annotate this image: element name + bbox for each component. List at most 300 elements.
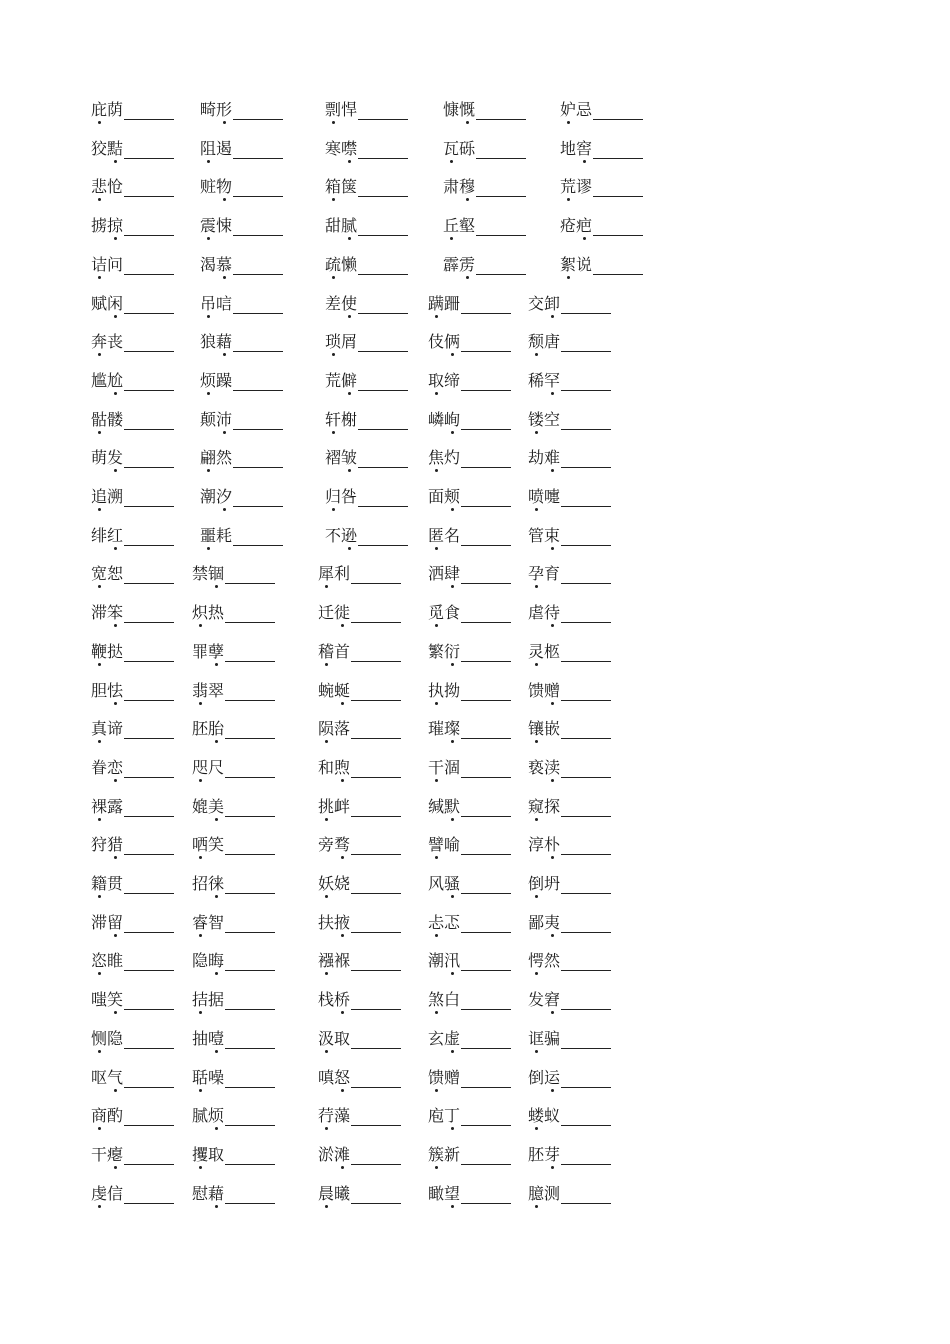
vocab-word: 发窘 bbox=[528, 990, 561, 1009]
answer-blank[interactable] bbox=[124, 954, 174, 971]
emphasis-dot bbox=[535, 972, 538, 975]
answer-blank[interactable] bbox=[124, 684, 174, 701]
vocab-item bbox=[428, 719, 511, 739]
vocab-word: 胚芽 bbox=[528, 1145, 561, 1164]
answer-blank[interactable] bbox=[561, 722, 611, 739]
vocab-word: 交卸 bbox=[528, 294, 561, 313]
vocab-item bbox=[325, 410, 408, 430]
answer-blank[interactable] bbox=[225, 954, 275, 971]
answer-blank[interactable] bbox=[358, 413, 408, 430]
vocab-item bbox=[200, 371, 283, 391]
answer-blank[interactable] bbox=[351, 916, 401, 933]
vocab-item bbox=[528, 797, 611, 817]
answer-blank[interactable] bbox=[561, 916, 611, 933]
answer-blank[interactable] bbox=[233, 335, 283, 352]
emphasis-dot bbox=[215, 1050, 218, 1053]
answer-blank[interactable] bbox=[561, 954, 611, 971]
vocab-item bbox=[528, 990, 611, 1010]
answer-blank[interactable] bbox=[561, 645, 611, 662]
answer-blank[interactable] bbox=[476, 180, 526, 197]
vocab-word: 倒运 bbox=[528, 1068, 561, 1087]
emphasis-dot bbox=[551, 702, 554, 705]
answer-blank[interactable] bbox=[124, 722, 174, 739]
emphasis-dot bbox=[451, 1205, 454, 1208]
answer-blank[interactable] bbox=[351, 722, 401, 739]
vocab-word: 嗤笑 bbox=[91, 990, 124, 1009]
emphasis-dot bbox=[348, 315, 351, 318]
answer-blank[interactable] bbox=[476, 103, 526, 120]
answer-blank[interactable] bbox=[358, 374, 408, 391]
vocab-item bbox=[560, 177, 643, 197]
emphasis-dot bbox=[223, 353, 226, 356]
emphasis-dot bbox=[223, 276, 226, 279]
emphasis-dot bbox=[223, 121, 226, 124]
emphasis-dot bbox=[98, 353, 101, 356]
vocab-item bbox=[91, 797, 174, 817]
vocab-item bbox=[528, 874, 611, 894]
vocab-word: 洒肆 bbox=[428, 564, 461, 583]
vocab-word: 瞰望 bbox=[428, 1184, 461, 1203]
answer-blank[interactable] bbox=[461, 954, 511, 971]
vocab-word: 鄙夷 bbox=[528, 913, 561, 932]
vocab-word: 腻烦 bbox=[192, 1106, 225, 1125]
vocab-word: 干瘪 bbox=[91, 1145, 124, 1164]
answer-blank[interactable] bbox=[461, 916, 511, 933]
answer-blank[interactable] bbox=[561, 1187, 611, 1204]
vocab-word: 妒忌 bbox=[560, 100, 593, 119]
emphasis-dot bbox=[348, 469, 351, 472]
answer-blank[interactable] bbox=[358, 451, 408, 468]
answer-blank[interactable] bbox=[461, 606, 511, 623]
emphasis-dot bbox=[435, 702, 438, 705]
answer-blank[interactable] bbox=[461, 297, 511, 314]
vocab-word: 面颊 bbox=[428, 487, 461, 506]
answer-blank[interactable] bbox=[124, 490, 174, 507]
emphasis-dot bbox=[450, 237, 453, 240]
answer-blank[interactable] bbox=[561, 567, 611, 584]
answer-blank[interactable] bbox=[225, 1071, 275, 1088]
answer-blank[interactable] bbox=[233, 374, 283, 391]
answer-blank[interactable] bbox=[124, 993, 174, 1010]
word-row bbox=[0, 139, 950, 163]
answer-blank[interactable] bbox=[561, 374, 611, 391]
emphasis-dot bbox=[199, 702, 202, 705]
answer-blank[interactable] bbox=[461, 335, 511, 352]
emphasis-dot bbox=[98, 895, 101, 898]
vocab-word: 轩榭 bbox=[325, 410, 358, 429]
answer-blank[interactable] bbox=[124, 180, 174, 197]
emphasis-dot bbox=[341, 1011, 344, 1014]
answer-blank[interactable] bbox=[225, 1187, 275, 1204]
answer-blank[interactable] bbox=[233, 142, 283, 159]
answer-blank[interactable] bbox=[233, 297, 283, 314]
answer-blank[interactable] bbox=[461, 800, 511, 817]
answer-blank[interactable] bbox=[561, 877, 611, 894]
vocab-word: 襁褓 bbox=[318, 951, 351, 970]
emphasis-dot bbox=[551, 779, 554, 782]
vocab-item bbox=[192, 913, 275, 933]
vocab-item bbox=[91, 332, 174, 352]
answer-blank[interactable] bbox=[561, 413, 611, 430]
answer-blank[interactable] bbox=[561, 335, 611, 352]
answer-blank[interactable] bbox=[124, 413, 174, 430]
answer-blank[interactable] bbox=[461, 1148, 511, 1165]
vocab-item bbox=[325, 139, 408, 159]
answer-blank[interactable] bbox=[233, 413, 283, 430]
answer-blank[interactable] bbox=[124, 645, 174, 662]
answer-blank[interactable] bbox=[124, 800, 174, 817]
answer-blank[interactable] bbox=[561, 1148, 611, 1165]
vocab-word: 忐忑 bbox=[428, 913, 461, 932]
vocab-word: 地窖 bbox=[560, 139, 593, 158]
vocab-item bbox=[325, 371, 408, 391]
vocab-item bbox=[91, 1145, 174, 1165]
vocab-word: 霹雳 bbox=[443, 255, 476, 274]
answer-blank[interactable] bbox=[124, 219, 174, 236]
answer-blank[interactable] bbox=[124, 761, 174, 778]
vocab-word: 晨曦 bbox=[318, 1184, 351, 1203]
vocab-item bbox=[528, 410, 611, 430]
vocab-item bbox=[428, 835, 511, 855]
emphasis-dot bbox=[450, 160, 453, 163]
emphasis-dot bbox=[535, 585, 538, 588]
answer-blank[interactable] bbox=[351, 1032, 401, 1049]
answer-blank[interactable] bbox=[124, 374, 174, 391]
answer-blank[interactable] bbox=[461, 1109, 511, 1126]
vocab-word: 寒噤 bbox=[325, 139, 358, 158]
answer-blank[interactable] bbox=[351, 645, 401, 662]
answer-blank[interactable] bbox=[461, 567, 511, 584]
word-row bbox=[0, 990, 950, 1014]
answer-blank[interactable] bbox=[351, 684, 401, 701]
emphasis-dot bbox=[583, 160, 586, 163]
answer-blank[interactable] bbox=[561, 529, 611, 546]
answer-blank[interactable] bbox=[351, 1109, 401, 1126]
emphasis-dot bbox=[341, 702, 344, 705]
vocab-item bbox=[318, 1184, 401, 1204]
vocab-word: 喷嚏 bbox=[528, 487, 561, 506]
vocab-word: 陨落 bbox=[318, 719, 351, 738]
answer-blank[interactable] bbox=[593, 180, 643, 197]
vocab-word: 伎俩 bbox=[428, 332, 461, 351]
vocab-word: 荇藻 bbox=[318, 1106, 351, 1125]
answer-blank[interactable] bbox=[351, 838, 401, 855]
vocab-word: 镂空 bbox=[528, 410, 561, 429]
vocab-item bbox=[91, 681, 174, 701]
answer-blank[interactable] bbox=[461, 451, 511, 468]
vocab-item bbox=[528, 1106, 611, 1126]
vocab-word: 孕育 bbox=[528, 564, 561, 583]
vocab-word: 颠沛 bbox=[200, 410, 233, 429]
answer-blank[interactable] bbox=[225, 722, 275, 739]
vocab-item bbox=[192, 1145, 275, 1165]
emphasis-dot bbox=[114, 1089, 117, 1092]
vocab-item bbox=[91, 990, 174, 1010]
answer-blank[interactable] bbox=[351, 606, 401, 623]
vocab-item bbox=[91, 564, 174, 584]
vocab-word: 潮汐 bbox=[200, 487, 233, 506]
answer-blank[interactable] bbox=[561, 761, 611, 778]
answer-blank[interactable] bbox=[233, 529, 283, 546]
answer-blank[interactable] bbox=[351, 1071, 401, 1088]
answer-blank[interactable] bbox=[461, 1071, 511, 1088]
emphasis-dot bbox=[325, 1127, 328, 1130]
vocab-item bbox=[443, 255, 526, 275]
vocab-word: 焦灼 bbox=[428, 448, 461, 467]
vocab-word: 噩耗 bbox=[200, 526, 233, 545]
vocab-word: 滞留 bbox=[91, 913, 124, 932]
answer-blank[interactable] bbox=[461, 1187, 511, 1204]
word-row bbox=[0, 100, 950, 124]
answer-blank[interactable] bbox=[461, 877, 511, 894]
vocab-item bbox=[528, 681, 611, 701]
emphasis-dot bbox=[341, 934, 344, 937]
emphasis-dot bbox=[199, 1166, 202, 1169]
answer-blank[interactable] bbox=[476, 219, 526, 236]
vocab-item bbox=[428, 526, 511, 546]
vocab-word: 肃穆 bbox=[443, 177, 476, 196]
answer-blank[interactable] bbox=[358, 529, 408, 546]
vocab-item bbox=[200, 216, 283, 236]
answer-blank[interactable] bbox=[561, 800, 611, 817]
answer-blank[interactable] bbox=[233, 490, 283, 507]
answer-blank[interactable] bbox=[225, 877, 275, 894]
word-row bbox=[0, 874, 950, 898]
answer-blank[interactable] bbox=[124, 567, 174, 584]
answer-blank[interactable] bbox=[561, 451, 611, 468]
answer-blank[interactable] bbox=[124, 258, 174, 275]
answer-blank[interactable] bbox=[476, 142, 526, 159]
emphasis-dot bbox=[332, 276, 335, 279]
answer-blank[interactable] bbox=[461, 722, 511, 739]
emphasis-dot bbox=[215, 740, 218, 743]
vocab-item bbox=[528, 487, 611, 507]
vocab-word: 滞笨 bbox=[91, 603, 124, 622]
vocab-word: 颓唐 bbox=[528, 332, 561, 351]
vocab-word: 翩然 bbox=[200, 448, 233, 467]
emphasis-dot bbox=[435, 624, 438, 627]
emphasis-dot bbox=[199, 779, 202, 782]
answer-blank[interactable] bbox=[124, 451, 174, 468]
vocab-word: 攫取 bbox=[192, 1145, 225, 1164]
vocab-word: 镶嵌 bbox=[528, 719, 561, 738]
answer-blank[interactable] bbox=[358, 103, 408, 120]
answer-blank[interactable] bbox=[124, 1032, 174, 1049]
answer-blank[interactable] bbox=[358, 258, 408, 275]
answer-blank[interactable] bbox=[233, 219, 283, 236]
vocab-word: 蹒跚 bbox=[428, 294, 461, 313]
emphasis-dot bbox=[98, 198, 101, 201]
answer-blank[interactable] bbox=[358, 490, 408, 507]
answer-blank[interactable] bbox=[225, 838, 275, 855]
vocab-item bbox=[325, 448, 408, 468]
answer-blank[interactable] bbox=[461, 645, 511, 662]
answer-blank[interactable] bbox=[225, 645, 275, 662]
answer-blank[interactable] bbox=[225, 1148, 275, 1165]
vocab-word: 绯红 bbox=[91, 526, 124, 545]
vocab-item bbox=[192, 1106, 275, 1126]
answer-blank[interactable] bbox=[124, 142, 174, 159]
vocab-word: 风骚 bbox=[428, 874, 461, 893]
answer-blank[interactable] bbox=[124, 877, 174, 894]
emphasis-dot bbox=[435, 469, 438, 472]
vocab-word: 蜿蜒 bbox=[318, 681, 351, 700]
vocab-item bbox=[200, 139, 283, 159]
vocab-word: 扶掖 bbox=[318, 913, 351, 932]
answer-blank[interactable] bbox=[233, 258, 283, 275]
emphasis-dot bbox=[215, 818, 218, 821]
vocab-item bbox=[318, 1106, 401, 1126]
answer-blank[interactable] bbox=[358, 219, 408, 236]
answer-blank[interactable] bbox=[225, 1032, 275, 1049]
vocab-item bbox=[443, 139, 526, 159]
vocab-word: 呕气 bbox=[91, 1068, 124, 1087]
vocab-item bbox=[318, 797, 401, 817]
vocab-word: 旁骛 bbox=[318, 835, 351, 854]
vocab-item bbox=[528, 1029, 611, 1049]
answer-blank[interactable] bbox=[351, 567, 401, 584]
answer-blank[interactable] bbox=[351, 954, 401, 971]
answer-blank[interactable] bbox=[225, 606, 275, 623]
emphasis-dot bbox=[325, 1050, 328, 1053]
answer-blank[interactable] bbox=[124, 1109, 174, 1126]
emphasis-dot bbox=[215, 1205, 218, 1208]
emphasis-dot bbox=[341, 1166, 344, 1169]
vocab-word: 狩猎 bbox=[91, 835, 124, 854]
answer-blank[interactable] bbox=[461, 413, 511, 430]
answer-blank[interactable] bbox=[124, 838, 174, 855]
emphasis-dot bbox=[435, 315, 438, 318]
answer-blank[interactable] bbox=[561, 606, 611, 623]
answer-blank[interactable] bbox=[351, 993, 401, 1010]
answer-blank[interactable] bbox=[124, 916, 174, 933]
answer-blank[interactable] bbox=[561, 1071, 611, 1088]
vocab-word: 亵渎 bbox=[528, 758, 561, 777]
vocab-item bbox=[91, 371, 174, 391]
vocab-word: 犀利 bbox=[318, 564, 351, 583]
emphasis-dot bbox=[223, 198, 226, 201]
answer-blank[interactable] bbox=[461, 684, 511, 701]
answer-blank[interactable] bbox=[233, 103, 283, 120]
answer-blank[interactable] bbox=[561, 993, 611, 1010]
vocab-item bbox=[325, 526, 408, 546]
answer-blank[interactable] bbox=[461, 1032, 511, 1049]
vocab-item bbox=[325, 487, 408, 507]
answer-blank[interactable] bbox=[461, 374, 511, 391]
emphasis-dot bbox=[551, 315, 554, 318]
answer-blank[interactable] bbox=[461, 838, 511, 855]
answer-blank[interactable] bbox=[124, 103, 174, 120]
answer-blank[interactable] bbox=[351, 1148, 401, 1165]
vocab-word: 狼藉 bbox=[200, 332, 233, 351]
emphasis-dot bbox=[451, 663, 454, 666]
vocab-word: 庖丁 bbox=[428, 1106, 461, 1125]
answer-blank[interactable] bbox=[593, 219, 643, 236]
answer-blank[interactable] bbox=[358, 335, 408, 352]
answer-blank[interactable] bbox=[461, 529, 511, 546]
answer-blank[interactable] bbox=[225, 761, 275, 778]
vocab-item bbox=[443, 216, 526, 236]
answer-blank[interactable] bbox=[351, 800, 401, 817]
answer-blank[interactable] bbox=[225, 1109, 275, 1126]
vocab-item bbox=[192, 758, 275, 778]
answer-blank[interactable] bbox=[124, 606, 174, 623]
answer-blank[interactable] bbox=[476, 258, 526, 275]
answer-blank[interactable] bbox=[233, 451, 283, 468]
answer-blank[interactable] bbox=[358, 180, 408, 197]
emphasis-dot bbox=[341, 624, 344, 627]
emphasis-dot bbox=[114, 392, 117, 395]
vocab-item bbox=[91, 139, 174, 159]
answer-blank[interactable] bbox=[561, 1109, 611, 1126]
answer-blank[interactable] bbox=[233, 180, 283, 197]
answer-blank[interactable] bbox=[358, 142, 408, 159]
answer-blank[interactable] bbox=[225, 567, 275, 584]
answer-blank[interactable] bbox=[561, 297, 611, 314]
emphasis-dot bbox=[98, 818, 101, 821]
answer-blank[interactable] bbox=[593, 103, 643, 120]
answer-blank[interactable] bbox=[124, 529, 174, 546]
answer-blank[interactable] bbox=[225, 684, 275, 701]
answer-blank[interactable] bbox=[561, 838, 611, 855]
emphasis-dot bbox=[451, 1127, 454, 1130]
word-row bbox=[0, 448, 950, 472]
answer-blank[interactable] bbox=[461, 993, 511, 1010]
vocab-item bbox=[91, 642, 174, 662]
answer-blank[interactable] bbox=[225, 993, 275, 1010]
answer-blank[interactable] bbox=[358, 297, 408, 314]
vocab-word: 不逊 bbox=[325, 526, 358, 545]
emphasis-dot bbox=[325, 740, 328, 743]
answer-blank[interactable] bbox=[561, 490, 611, 507]
answer-blank[interactable] bbox=[461, 761, 511, 778]
answer-blank[interactable] bbox=[124, 1148, 174, 1165]
answer-blank[interactable] bbox=[351, 761, 401, 778]
word-row bbox=[0, 332, 950, 356]
answer-blank[interactable] bbox=[593, 142, 643, 159]
answer-blank[interactable] bbox=[225, 800, 275, 817]
vocab-word: 胚胎 bbox=[192, 719, 225, 738]
answer-blank[interactable] bbox=[593, 258, 643, 275]
vocab-item bbox=[428, 758, 511, 778]
emphasis-dot bbox=[567, 121, 570, 124]
vocab-word: 咫尺 bbox=[192, 758, 225, 777]
vocab-word: 睿智 bbox=[192, 913, 225, 932]
emphasis-dot bbox=[223, 508, 226, 511]
emphasis-dot bbox=[551, 547, 554, 550]
answer-blank[interactable] bbox=[124, 335, 174, 352]
vocab-item bbox=[428, 332, 511, 352]
word-row bbox=[0, 1145, 950, 1169]
vocab-word: 畸形 bbox=[200, 100, 233, 119]
answer-blank[interactable] bbox=[561, 684, 611, 701]
answer-blank[interactable] bbox=[351, 1187, 401, 1204]
vocab-word: 馈赠 bbox=[428, 1068, 461, 1087]
vocab-word: 差使 bbox=[325, 294, 358, 313]
answer-blank[interactable] bbox=[124, 1187, 174, 1204]
answer-blank[interactable] bbox=[351, 877, 401, 894]
answer-blank[interactable] bbox=[225, 916, 275, 933]
answer-blank[interactable] bbox=[124, 297, 174, 314]
vocab-item bbox=[428, 913, 511, 933]
vocab-item bbox=[428, 371, 511, 391]
vocab-item bbox=[428, 797, 511, 817]
vocab-item bbox=[192, 1068, 275, 1088]
emphasis-dot bbox=[551, 624, 554, 627]
answer-blank[interactable] bbox=[124, 1071, 174, 1088]
answer-blank[interactable] bbox=[461, 490, 511, 507]
answer-blank[interactable] bbox=[561, 1032, 611, 1049]
